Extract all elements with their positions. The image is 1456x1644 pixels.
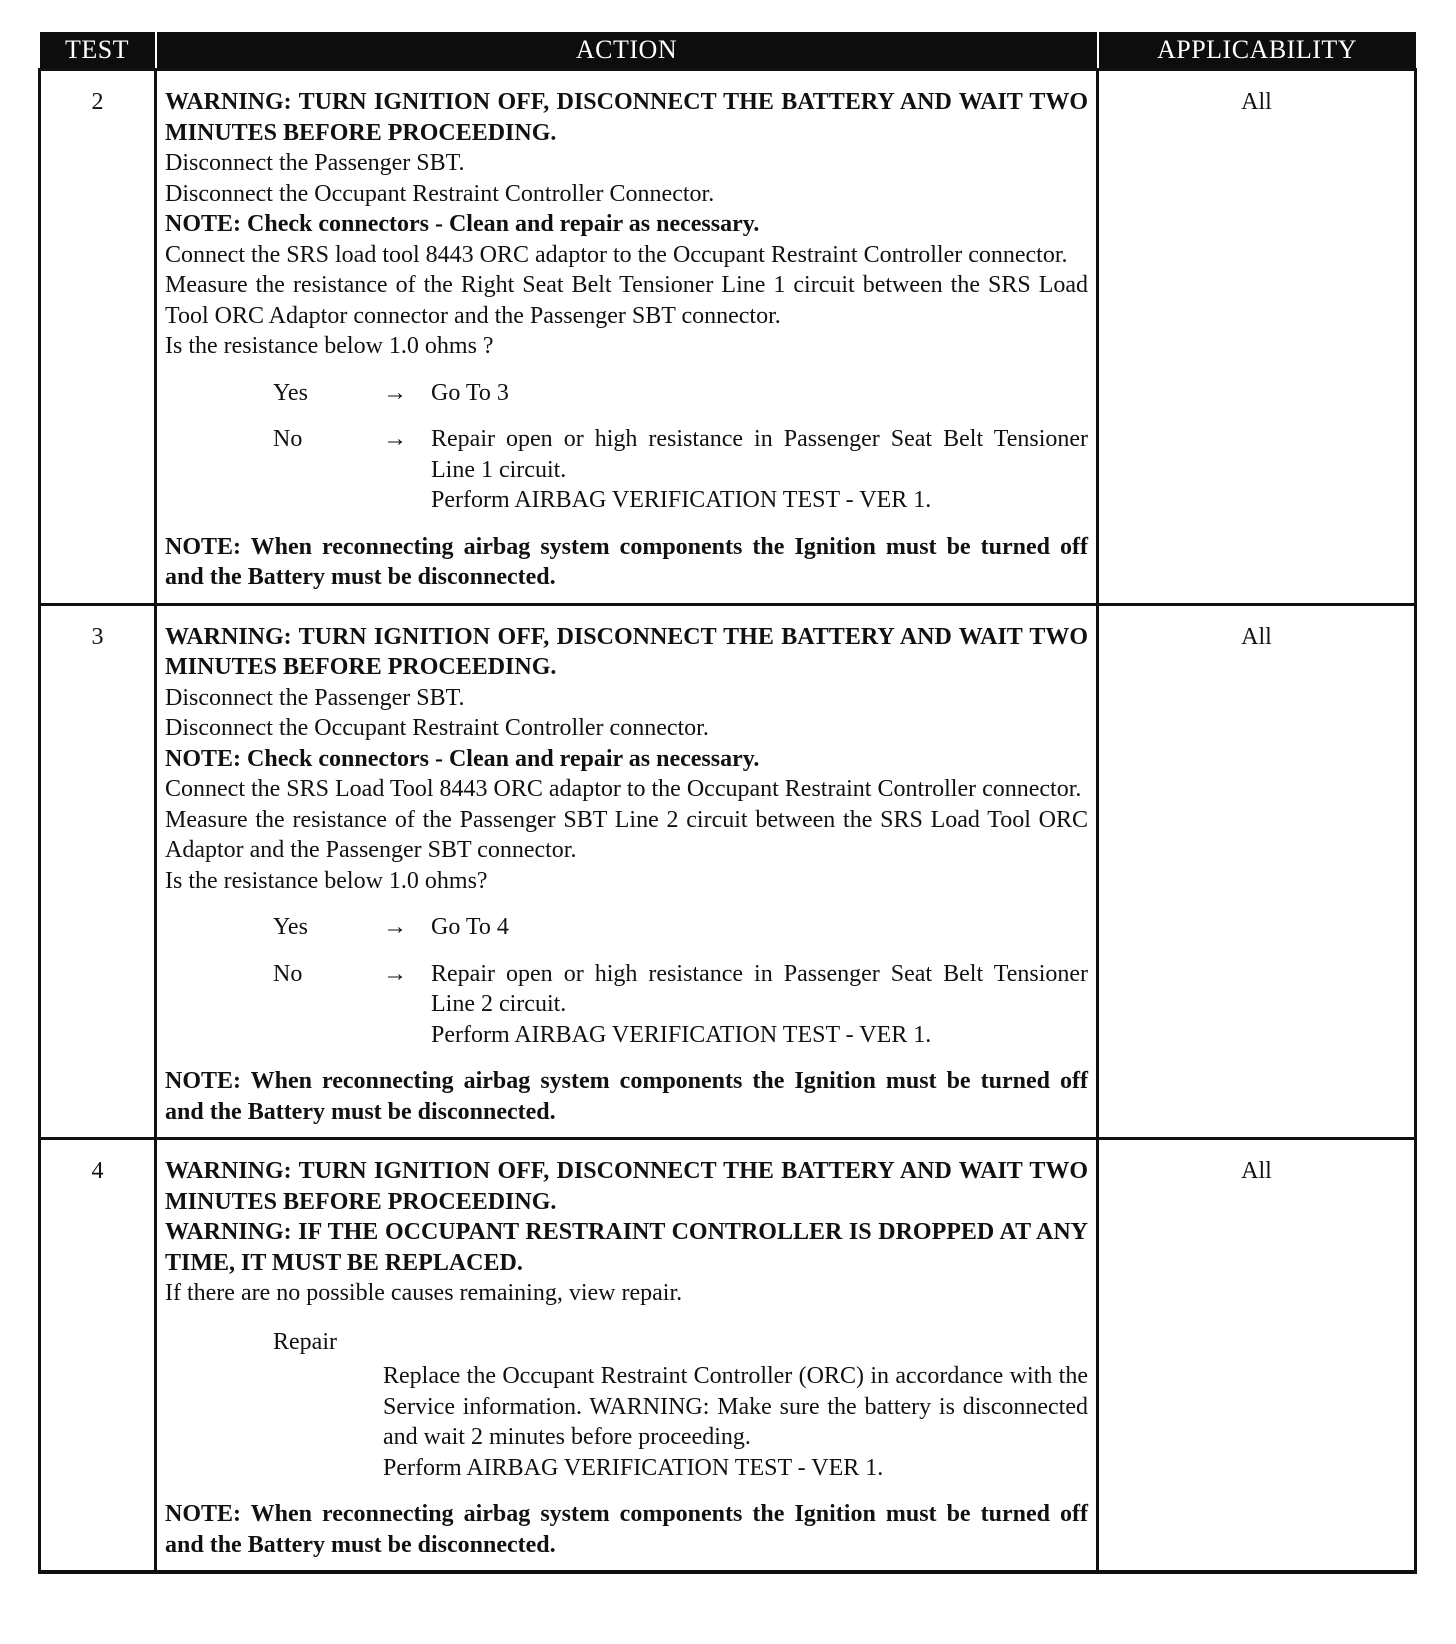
- step-text: Connect the SRS load tool 8443 ORC adaptor to the Occupant Restraint Controller connector.: [165, 241, 1068, 268]
- step-text: Disconnect the Passenger SBT.: [165, 150, 465, 176]
- answer-yes: [273, 912, 1088, 943]
- repair-text-line: Replace the Occupant Restraint Controller (ORC) in accordance with the Service information. WARNING: Make sure the battery is disconnected and wait 2 minutes before proceeding.: [383, 1363, 1088, 1450]
- step-text: If there are no possible causes remaining, view repair.: [165, 1280, 683, 1306]
- applicability-cell: All: [1098, 70, 1416, 605]
- step-text: Measure the resistance of the Passenger SBT Line 2 circuit between the SRS Load Tool ORC Adaptor and the Passenger SBT connector.: [165, 806, 1088, 863]
- step-text: Connect the SRS Load Tool 8443 ORC adaptor to the Occupant Restraint Controller connector.: [165, 776, 1082, 802]
- answer-result: [431, 959, 1088, 1051]
- answer-result: Go To 3: [431, 379, 509, 406]
- answer-label: Yes: [273, 379, 308, 406]
- arrow-icon: →: [383, 426, 407, 452]
- header-test: TEST: [40, 32, 156, 70]
- repair-text: [383, 1361, 1088, 1483]
- answer-label: No: [273, 960, 303, 987]
- note-text: NOTE: When reconnecting airbag system components the Ignition must be turned off and the Battery must be disconnected.: [165, 533, 1088, 590]
- answer-result-line: Perform AIRBAG VERIFICATION TEST - VER 1.: [431, 487, 932, 513]
- table-row-test-3: [40, 604, 1416, 1139]
- applicability-cell: All: [1098, 1139, 1416, 1573]
- test-number: 2: [40, 70, 156, 605]
- table-row-test-4: [40, 1139, 1416, 1573]
- step-text: Measure the resistance of the Right Seat Belt Tensioner Line 1 circuit between the SRS Load Tool ORC Adaptor connector and the Passenger SBT connector.: [165, 272, 1088, 329]
- warning-text: WARNING: TURN IGNITION OFF, DISCONNECT THE BATTERY AND WAIT TWO MINUTES BEFORE PROCEEDING.: [165, 89, 1088, 146]
- step-text: Disconnect the Occupant Restraint Controller connector.: [165, 715, 709, 741]
- answer-no: [273, 424, 1088, 516]
- warning-text: WARNING: TURN IGNITION OFF, DISCONNECT THE BATTERY AND WAIT TWO MINUTES BEFORE PROCEEDING.: [165, 623, 1088, 680]
- answer-no: [273, 959, 1088, 1051]
- step-text: Disconnect the Occupant Restraint Controller Connector.: [165, 180, 715, 207]
- answer-label: No: [273, 426, 303, 452]
- answer-result: [431, 424, 1088, 516]
- action-cell: [156, 1139, 1098, 1573]
- warning-text: WARNING: TURN IGNITION OFF, DISCONNECT THE BATTERY AND WAIT TWO MINUTES BEFORE PROCEEDING.: [165, 1158, 1088, 1215]
- note-text: NOTE: Check connectors - Clean and repair as necessary.: [165, 745, 760, 772]
- answer-result-line: Perform AIRBAG VERIFICATION TEST - VER 1.: [431, 1021, 932, 1048]
- arrow-icon: →: [383, 960, 407, 987]
- table-header-row: [40, 32, 1416, 70]
- answer-label: Yes: [273, 914, 308, 940]
- test-number: 4: [40, 1139, 156, 1573]
- diagnostic-table-container: [38, 32, 1414, 1574]
- header-action: ACTION: [156, 32, 1098, 70]
- note-text: NOTE: When reconnecting airbag system components the Ignition must be turned off and the Battery must be disconnected.: [165, 1068, 1088, 1125]
- arrow-icon: →: [383, 379, 407, 406]
- diagnostic-test-table: [38, 32, 1417, 1574]
- action-cell: [156, 70, 1098, 605]
- note-text: NOTE: When reconnecting airbag system components the Ignition must be turned off and the Battery must be disconnected.: [165, 1501, 1088, 1558]
- answer-yes: [273, 378, 1088, 409]
- warning-text: WARNING: IF THE OCCUPANT RESTRAINT CONTROLLER IS DROPPED AT ANY TIME, IT MUST BE REPLACED.: [165, 1219, 1088, 1276]
- header-applicability: APPLICABILITY: [1098, 32, 1416, 70]
- question-text: Is the resistance below 1.0 ohms?: [165, 867, 488, 894]
- answer-result-line: Repair open or high resistance in Passenger Seat Belt Tensioner Line 1 circuit.: [431, 426, 1088, 483]
- action-cell: [156, 604, 1098, 1139]
- note-text: NOTE: Check connectors - Clean and repair as necessary.: [165, 211, 760, 237]
- applicability-cell: All: [1098, 604, 1416, 1139]
- test-number: 3: [40, 604, 156, 1139]
- arrow-icon: →: [383, 914, 407, 940]
- repair-label: Repair: [273, 1328, 337, 1355]
- step-text: Disconnect the Passenger SBT.: [165, 684, 465, 711]
- repair-text-line: Perform AIRBAG VERIFICATION TEST - VER 1.: [383, 1454, 884, 1481]
- question-text: Is the resistance below 1.0 ohms ?: [165, 333, 494, 359]
- answer-result-line: Repair open or high resistance in Passenger Seat Belt Tensioner Line 2 circuit.: [431, 960, 1088, 1017]
- table-row-test-2: [40, 70, 1416, 605]
- answer-result: Go To 4: [431, 914, 509, 940]
